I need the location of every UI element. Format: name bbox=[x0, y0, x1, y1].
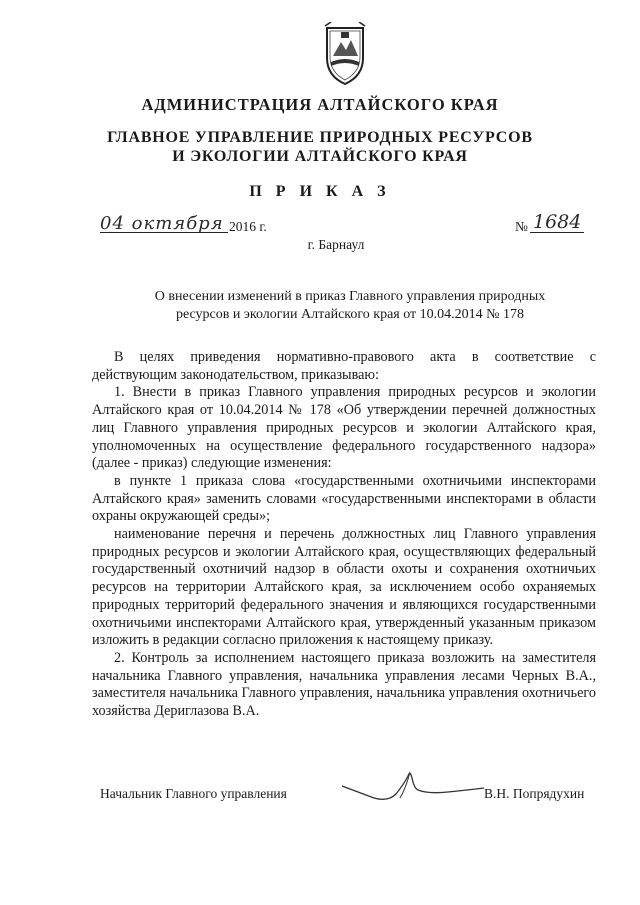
department-heading bbox=[0, 128, 640, 166]
body-paragraph-item-1-a: в пункте 1 приказа слова «государственными охотничьими инспекторами Алтайского края» заменить словами «государственными инспекторами в области охраны окружающей среды»; bbox=[92, 472, 596, 525]
handwritten-signature bbox=[338, 768, 488, 808]
handwritten-number: 1684 bbox=[533, 211, 582, 233]
signatory-title: Начальник Главного управления bbox=[100, 786, 287, 801]
coat-of-arms-emblem bbox=[321, 22, 369, 86]
body-paragraph-item-2: 2. Контроль за исполнением настоящего приказа возложить на заместителя начальника Главного управления, начальника управления лесами Черных В.А., заместителя начальника Главного управления, начальника управления охотничьего хозяйства Дериглазова В.А. bbox=[92, 649, 596, 720]
body-paragraph-item-1: 1. Внести в приказ Главного управления природных ресурсов и экологии Алтайского края от 10.04.2014 № 178 «Об утверждении перечней должностных лиц Главного управления природных ресурсов и экологии Алтайского края, уполномоченных на осуществление федерального государственного надзора» (далее - приказ) следующие изменения: bbox=[92, 384, 596, 472]
body-paragraph-preamble: В целях приведения нормативно-правового акта в соответствие с действующим законодательством, приказываю: bbox=[92, 349, 596, 383]
department-line-1: ГЛАВНОЕ УПРАВЛЕНИЕ ПРИРОДНЫХ РЕСУРСОВ bbox=[107, 129, 533, 146]
department-line-2: И ЭКОЛОГИИ АЛТАЙСКОГО КРАЯ bbox=[172, 148, 468, 165]
body-paragraph-item-1-b: наименование перечня и перечень должностных лиц Главного управления природных ресурсов и экологии Алтайского края, осуществляющих федеральный государственный охотничий надзор в области охоты и сохранения охотничьих ресурсов на территории Алтайского края, за исключением особо охраняемых природных территорий федерального значения и являющихся государственными охотничьими инспекторами Алтайского края, утвержденный указанным приказом изложить в редакции согласно приложения к настоящему приказу. bbox=[92, 526, 596, 649]
document-type-heading: П Р И К А З bbox=[249, 183, 391, 200]
signatory-name: В.Н. Попрядухин bbox=[484, 786, 585, 801]
organization-heading: АДМИНИСТРАЦИЯ АЛТАЙСКОГО КРАЯ bbox=[141, 95, 499, 114]
year-label: 2016 г. bbox=[229, 219, 267, 234]
number-underline bbox=[530, 232, 584, 233]
subject-line-2: ресурсов и экологии Алтайского края от 10.04.2014 № 178 bbox=[175, 307, 525, 322]
date-underline bbox=[100, 232, 228, 233]
city-label: г. Барнаул bbox=[307, 237, 365, 252]
order-subject bbox=[120, 288, 580, 324]
handwritten-date: 04 октября bbox=[100, 213, 224, 234]
subject-line-1: О внесении изменений в приказ Главного управления природных bbox=[154, 289, 546, 304]
number-label: № bbox=[515, 219, 528, 234]
order-body bbox=[92, 349, 596, 721]
